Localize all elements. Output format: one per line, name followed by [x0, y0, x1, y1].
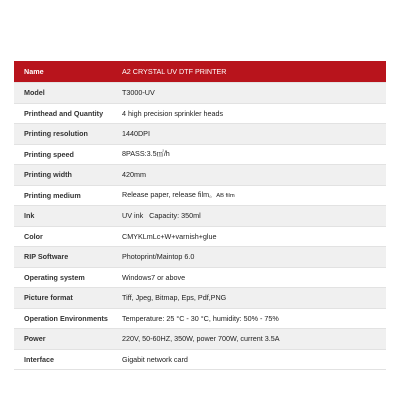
row-value: CMYKLmLc+W+varnish+glue [114, 226, 386, 247]
row-value: Photoprint/Maintop 6.0 [114, 247, 386, 268]
header-value-cell: A2 CRYSTAL UV DTF PRINTER [114, 61, 386, 83]
row-label: Printing width [14, 165, 114, 186]
row-label: Picture format [14, 288, 114, 309]
row-label: Model [14, 83, 114, 104]
spec-table [14, 61, 386, 370]
row-label: Printhead and Quantity [14, 103, 114, 124]
row-label: RIP Software [14, 247, 114, 268]
row-value: Windows7 or above [114, 267, 386, 288]
table-row [14, 288, 386, 309]
table-row [14, 103, 386, 124]
row-label: Operation Environments [14, 308, 114, 329]
row-value: 420mm [114, 165, 386, 186]
table-row [14, 83, 386, 104]
table-row [14, 247, 386, 268]
row-label: Color [14, 226, 114, 247]
row-value: Tiff, Jpeg, Bitmap, Eps, Pdf,PNG [114, 288, 386, 309]
table-row [14, 308, 386, 329]
header-name-cell: Name [14, 61, 114, 83]
row-value: 4 high precision sprinkler heads [114, 103, 386, 124]
table-row [14, 226, 386, 247]
row-label: Printing resolution [14, 124, 114, 145]
row-value: UV ink Capacity: 350ml [114, 206, 386, 227]
row-value: Gigabit network card [114, 349, 386, 370]
row-value [114, 185, 386, 206]
row-value: T3000-UV [114, 83, 386, 104]
table-header-row [14, 61, 386, 83]
row-value-main: Release paper, release film。 [122, 190, 217, 200]
row-value-small: AB film [216, 193, 235, 200]
row-label: Power [14, 329, 114, 350]
table-row [14, 329, 386, 350]
table-row [14, 185, 386, 206]
row-label: Interface [14, 349, 114, 370]
row-value: 220V, 50-60HZ, 350W, power 700W, current 3.5A [114, 329, 386, 350]
table-row [14, 124, 386, 145]
row-value: Temperature: 25 °C - 30 °C, humidity: 50% - 75% [114, 308, 386, 329]
row-label: Operating system [14, 267, 114, 288]
row-label: Printing medium [14, 185, 114, 206]
table-row [14, 165, 386, 186]
table-row [14, 267, 386, 288]
row-label: Printing speed [14, 144, 114, 165]
table-row [14, 206, 386, 227]
table-row [14, 349, 386, 370]
row-value: 8PASS:3.5㎡/h [114, 144, 386, 165]
table-row [14, 144, 386, 165]
row-value: 1440DPI [114, 124, 386, 145]
row-label: Ink [14, 206, 114, 227]
